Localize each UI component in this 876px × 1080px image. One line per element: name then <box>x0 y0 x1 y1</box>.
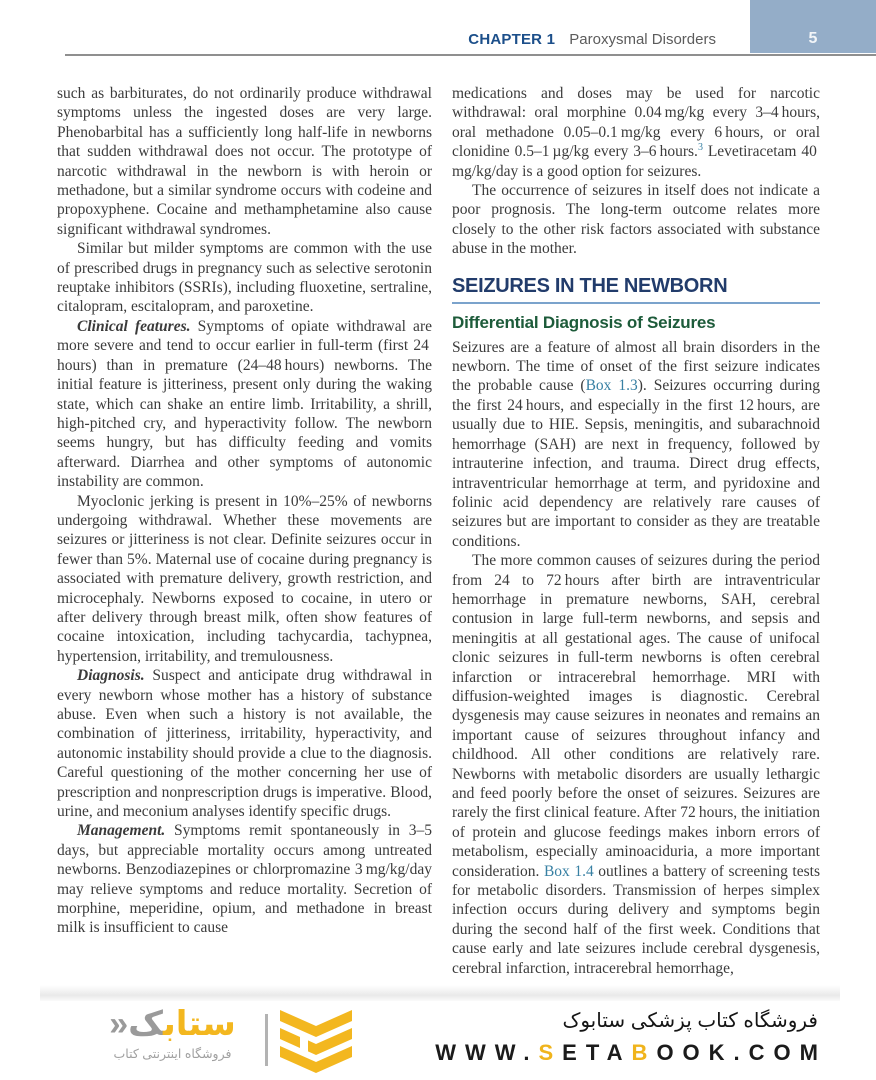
left-column <box>57 84 432 978</box>
paragraph-lead: Management. <box>77 822 166 840</box>
logo-divider <box>265 1014 268 1066</box>
website-url[interactable] <box>435 1040 827 1066</box>
scan-shadow <box>40 985 840 1001</box>
footer-fa-tagline: فروشگاه کتاب پزشکی ستابوک <box>562 1010 818 1032</box>
paragraph <box>452 551 820 978</box>
chapter-title: Paroxysmal Disorders <box>569 31 716 48</box>
page-number-badge <box>750 0 876 53</box>
paragraph <box>452 181 820 259</box>
paragraph-text: Myoclonic jerking is present in 10%–25% of newborns undergoing withdrawal. Whether these movements are seizures or jitteriness is not clear. Definite seizures occur in fewer than 5%. Maternal use of cocaine during pregnancy is associated with premature delivery, growth restriction, and microcephaly. Newborns exposed to cocaine, in utero or after delivery through breast milk, often show features of cocaine intoxication, including tachycardia, tachypnea, hypertension, irritability, and tremulousness. <box>57 492 432 665</box>
paragraph <box>452 338 820 551</box>
header-rule <box>65 54 876 56</box>
text-columns <box>57 84 820 978</box>
paragraph-text: Seizures are a feature of almost all brain disorders in the newborn. The time of onset of the first seizure indicates the probable cause ( <box>452 338 820 395</box>
paragraph-text: The occurrence of seizures in itself does not indicate a poor prognosis. The long-term outcome relates more closely to the other risk factors associated with substance abuse in the mother. <box>452 182 820 258</box>
running-head <box>468 31 716 48</box>
paragraph-text: such as barbiturates, do not ordinarily produce withdrawal symptoms unless the ingested doses are very large. Phenobarbital has a sufficiently long half-life in newborns that sudden withdrawal does not occur. The prototype of narcotic withdrawal in the newborn is with heroin or methadone, but a similar syndrome occurs with codeine and propoxyphene. Cocaine and methamphetamine also cause significant withdrawal syndromes. <box>57 85 432 238</box>
paragraph <box>57 492 432 667</box>
section-heading: SEIZURES IN THE NEWBORN <box>452 274 728 297</box>
paragraph-text: medications and doses may be used for narcotic withdrawal: oral morphine 0.04 mg/kg every 3–4 hours, oral methadone 0.05–0.1 mg/kg every 6 hours, or oral clonidine 0.5–1 µg/kg every 3–6 hours. <box>452 85 820 161</box>
paragraph-text: Levetiracetam 40 mg/kg/day is a good option for seizures. <box>452 143 820 180</box>
website-accent-letter: S <box>538 1040 563 1065</box>
footer-right <box>435 1008 827 1066</box>
logo-wordmark-main: ستاب <box>162 1005 236 1043</box>
box-ref-link[interactable]: Box 1.3 <box>585 377 638 395</box>
paragraph <box>57 666 432 821</box>
double-chevron-icon <box>280 1010 352 1079</box>
paragraph-text: outlines a battery of screening tests for metabolic disorders. Transmission of herpes simplex infection occurs during delivery and symptoms begin during the second half of the first week. Conditions that cause early and late seizures include cerebral dysgenesis, cerebral infarction, intracerebral hemorrhage, <box>452 862 820 977</box>
website-letters: OOK.COM <box>656 1040 827 1065</box>
box-ref-link[interactable]: Box 1.4 <box>543 862 594 880</box>
logo-tagline: فروشگاه اینترنتی کتاب <box>113 1047 232 1061</box>
chapter-label: CHAPTER 1 <box>468 31 556 48</box>
paragraph-text: Symptoms remit spontaneously in 3–5 days, but appreciable mortality occurs among untreated newborns. Benzodiazepines or chlorpromazine 3 mg/kg/day may relieve symptoms and reduce mortality. Secretion of morphine, meperidine, opium, and methadone in breast milk is insufficient to cause <box>57 822 432 937</box>
website-letters: WWW. <box>435 1040 539 1065</box>
paragraph <box>57 84 432 239</box>
paragraph-text: Similar but milder symptoms are common with the use of prescribed drugs in pregnancy such as selective serotonin reuptake inhibitors (SSRIs), including fluoxetine, sertraline, citalopram, escitalopram, and paroxetine. <box>57 240 432 316</box>
reference-superscript[interactable]: 3 <box>697 142 703 154</box>
website-accent-letter: B <box>631 1040 657 1065</box>
right-column <box>452 84 820 978</box>
logo-wordmark <box>85 1006 260 1042</box>
page-number: 5 <box>808 30 818 47</box>
paragraph-text: Symptoms of opiate withdrawal are more severe and tend to occur earlier in full-term (first 24 hours) than in premature (24–48 hours) newborns. The initial feature is jitteriness, present only during the waking state, which can shake an entire limb. Irritability, a shrill, high-pitched cry, and hyperactivity follow. The newborn seems hungry, but has difficulty feeding and vomits afterward. Diarrhea and other symptoms of autonomic instability are common. <box>57 317 432 491</box>
setabook-logo <box>85 1006 260 1061</box>
logo-wordmark-kaf: ک« <box>109 1005 163 1043</box>
website-letters: ETA <box>562 1040 632 1065</box>
subsection-heading: Differential Diagnosis of Seizures <box>452 312 716 332</box>
paragraph <box>57 317 432 492</box>
section-heading-rule <box>452 302 820 304</box>
paragraph-text: Suspect and anticipate drug withdrawal in every newborn whose mother has a history of substance abuse. Even when such a history is not available, the combination of jitteriness, irritability, hyperactivity, and autonomic instability should provide a clue to the diagnosis. Careful questioning of the mother concerning her use of prescription and nonprescription drugs is imperative. Blood, urine, and meconium analyses identify specific drugs. <box>57 667 432 821</box>
paragraph <box>57 239 432 317</box>
paragraph-lead: Diagnosis. <box>77 667 145 685</box>
paragraph-lead: Clinical features. <box>77 317 191 335</box>
paragraph-text: The more common causes of seizures during the period from 24 to 72 hours after birth are intraventricular hemorrhage in premature newborns, SAH, cerebral contusion in large full-term newborns, and sepsis and meningitis at all gestational ages. The cause of unifocal clonic seizures in full-term newborns is often cerebral infarction or intracerebral hemorrhage. MRI with diffusion-weighted images is diagnostic. Cerebral dysgenesis may cause seizures in neonates and remains an important cause of seizures throughout infancy and childhood. All other conditions are relatively rare. Newborns with metabolic disorders are usually lethargic and feed poorly before the onset of seizures. Seizures are rarely the first clinical feature. After 72 hours, the initiation of protein and glucose feedings makes inborn errors of metabolism, especially aminoaciduria, a more important consideration. <box>452 552 820 880</box>
paragraph <box>452 84 820 181</box>
paragraph <box>57 821 432 937</box>
footer <box>0 1000 876 1080</box>
paragraph-text: ). Seizures occurring during the first 24 hours, and especially in the first 12 hours, are usually due to HIE. Sepsis, meningitis, and subarachnoid hemorrhage (SAH) are next in frequency, followed by intrauterine infection, and trauma. Direct drug effects, intraventricular hemorrhage at term, and pyridoxine and folinic acid dependency are relatively rare causes of seizures but are important to consider as they are treatable conditions. <box>452 377 821 550</box>
